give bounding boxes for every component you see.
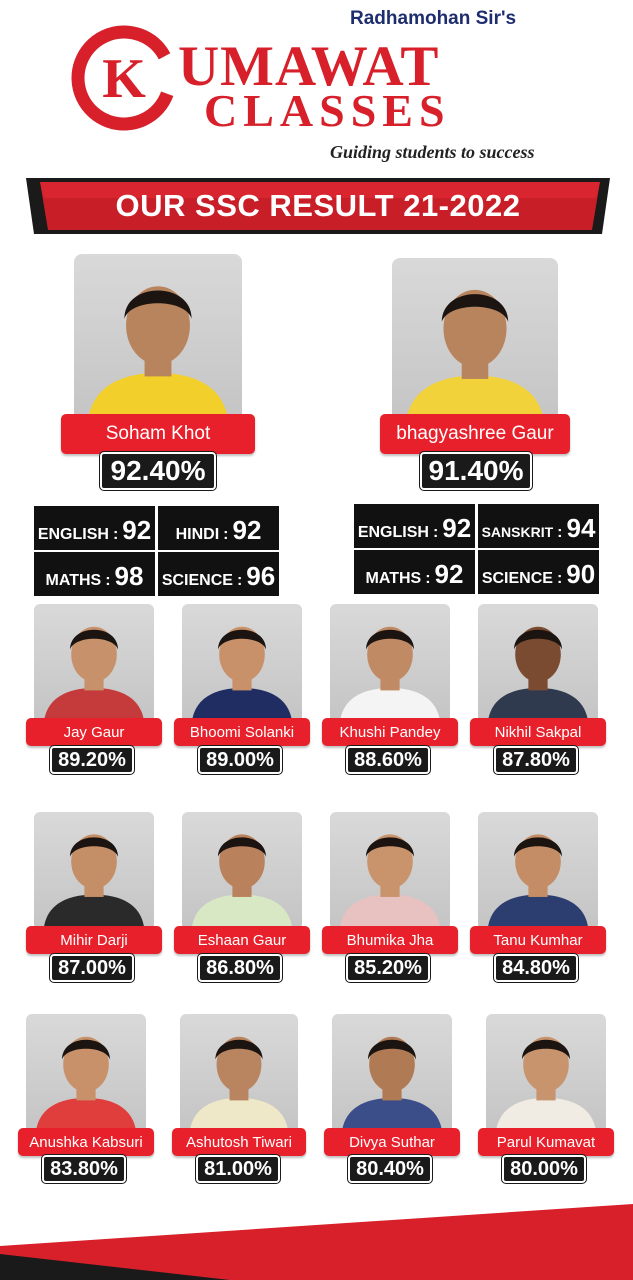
logo-letter: K [102, 48, 146, 110]
subject-score [34, 506, 155, 550]
student-photo [26, 1014, 146, 1134]
student-percentage: 89.00% [198, 746, 282, 774]
student-silhouette-icon [180, 1014, 298, 1134]
student-photo [330, 604, 450, 724]
topper-percentage: 91.40% [420, 452, 532, 490]
subject-value: 92 [232, 515, 262, 545]
subject-label: SCIENCE [481, 570, 553, 587]
tagline: Guiding students to success [330, 142, 535, 162]
student-name: Anushka Kabsuri [18, 1128, 154, 1156]
subject-score [354, 550, 475, 594]
student-percentage: 81.00% [196, 1155, 280, 1183]
subject-score [34, 552, 155, 596]
student-silhouette-icon [392, 258, 558, 426]
subject-colon: : [557, 524, 563, 541]
subject-label: ENGLISH [357, 524, 429, 541]
subject-value: 96 [246, 561, 276, 591]
subject-label: MATHS [45, 572, 102, 589]
subject-colon: : [556, 570, 563, 587]
student-name: Tanu Kumhar [470, 926, 606, 954]
subject-value: 92 [122, 515, 152, 545]
student-photo [180, 1014, 298, 1134]
student-percentage: 87.80% [494, 746, 578, 774]
student-name: Parul Kumavat [478, 1128, 614, 1156]
topper-percentage: 92.40% [100, 452, 216, 490]
subject-score [354, 504, 475, 548]
student-name: Nikhil Sakpal [470, 718, 606, 746]
banner-title: OUR SSC RESULT 21-2022 [115, 188, 521, 223]
topper-photo [74, 254, 242, 424]
student-silhouette-icon [182, 812, 302, 930]
subject-label: HINDI [175, 526, 220, 543]
topper-photo [392, 258, 558, 426]
student-name: Divya Suthar [324, 1128, 460, 1156]
student-percentage: 86.80% [198, 954, 282, 982]
subject-score [158, 506, 279, 550]
subject-colon: : [223, 526, 229, 543]
subject-value: 92 [434, 559, 464, 589]
student-percentage: 80.00% [502, 1155, 586, 1183]
subject-colon: : [105, 572, 111, 589]
student-percentage: 80.40% [348, 1155, 432, 1183]
student-silhouette-icon [330, 604, 450, 724]
subject-score [478, 550, 599, 594]
subject-label: SCIENCE [161, 572, 233, 589]
student-photo [330, 812, 450, 930]
student-photo [486, 1014, 606, 1134]
subject-value: 92 [442, 513, 472, 543]
student-name: Bhoomi Solanki [174, 718, 310, 746]
result-banner [26, 176, 610, 236]
subject-score [158, 552, 279, 596]
student-photo [34, 604, 154, 724]
student-silhouette-icon [478, 604, 598, 724]
student-silhouette-icon [182, 604, 302, 724]
brand-title-line1: UMAWAT [178, 35, 440, 98]
student-percentage: 84.80% [494, 954, 578, 982]
student-photo [478, 812, 598, 930]
student-silhouette-icon [34, 812, 154, 930]
student-photo [34, 812, 154, 930]
student-percentage: 85.20% [346, 954, 430, 982]
student-silhouette-icon [478, 812, 598, 930]
student-silhouette-icon [330, 812, 450, 930]
logo-k-icon [68, 22, 180, 134]
student-silhouette-icon [486, 1014, 606, 1134]
topper-name: bhagyashree Gaur [380, 414, 570, 454]
student-name: Bhumika Jha [322, 926, 458, 954]
student-photo [182, 812, 302, 930]
student-name: Mihir Darji [26, 926, 162, 954]
student-silhouette-icon [332, 1014, 452, 1134]
student-name: Ashutosh Tiwari [172, 1128, 306, 1156]
student-percentage: 87.00% [50, 954, 134, 982]
student-percentage: 88.60% [346, 746, 430, 774]
topper-name: Soham Khot [61, 414, 255, 454]
brand-title-line2: CLASSES [204, 85, 451, 136]
subject-value: 94 [566, 513, 596, 543]
subject-value: 98 [114, 561, 144, 591]
subject-value: 90 [566, 559, 596, 589]
subject-colon: : [112, 526, 119, 543]
subject-colon: : [236, 572, 243, 589]
student-photo [478, 604, 598, 724]
student-name: Khushi Pandey [322, 718, 458, 746]
student-silhouette-icon [74, 254, 242, 424]
student-photo [332, 1014, 452, 1134]
subbrand-text: Radhamohan Sir's [350, 8, 517, 29]
subject-label: ENGLISH [37, 526, 109, 543]
student-name: Eshaan Gaur [174, 926, 310, 954]
bottom-decoration [0, 1196, 633, 1280]
student-percentage: 83.80% [42, 1155, 126, 1183]
subject-label: SANSKRIT [481, 524, 554, 540]
student-silhouette-icon [26, 1014, 146, 1134]
student-silhouette-icon [34, 604, 154, 724]
student-name: Jay Gaur [26, 718, 162, 746]
subject-score [478, 504, 599, 548]
student-photo [182, 604, 302, 724]
subject-colon: : [432, 524, 439, 541]
student-percentage: 89.20% [50, 746, 134, 774]
subject-colon: : [425, 570, 431, 587]
subject-label: MATHS [365, 570, 422, 587]
